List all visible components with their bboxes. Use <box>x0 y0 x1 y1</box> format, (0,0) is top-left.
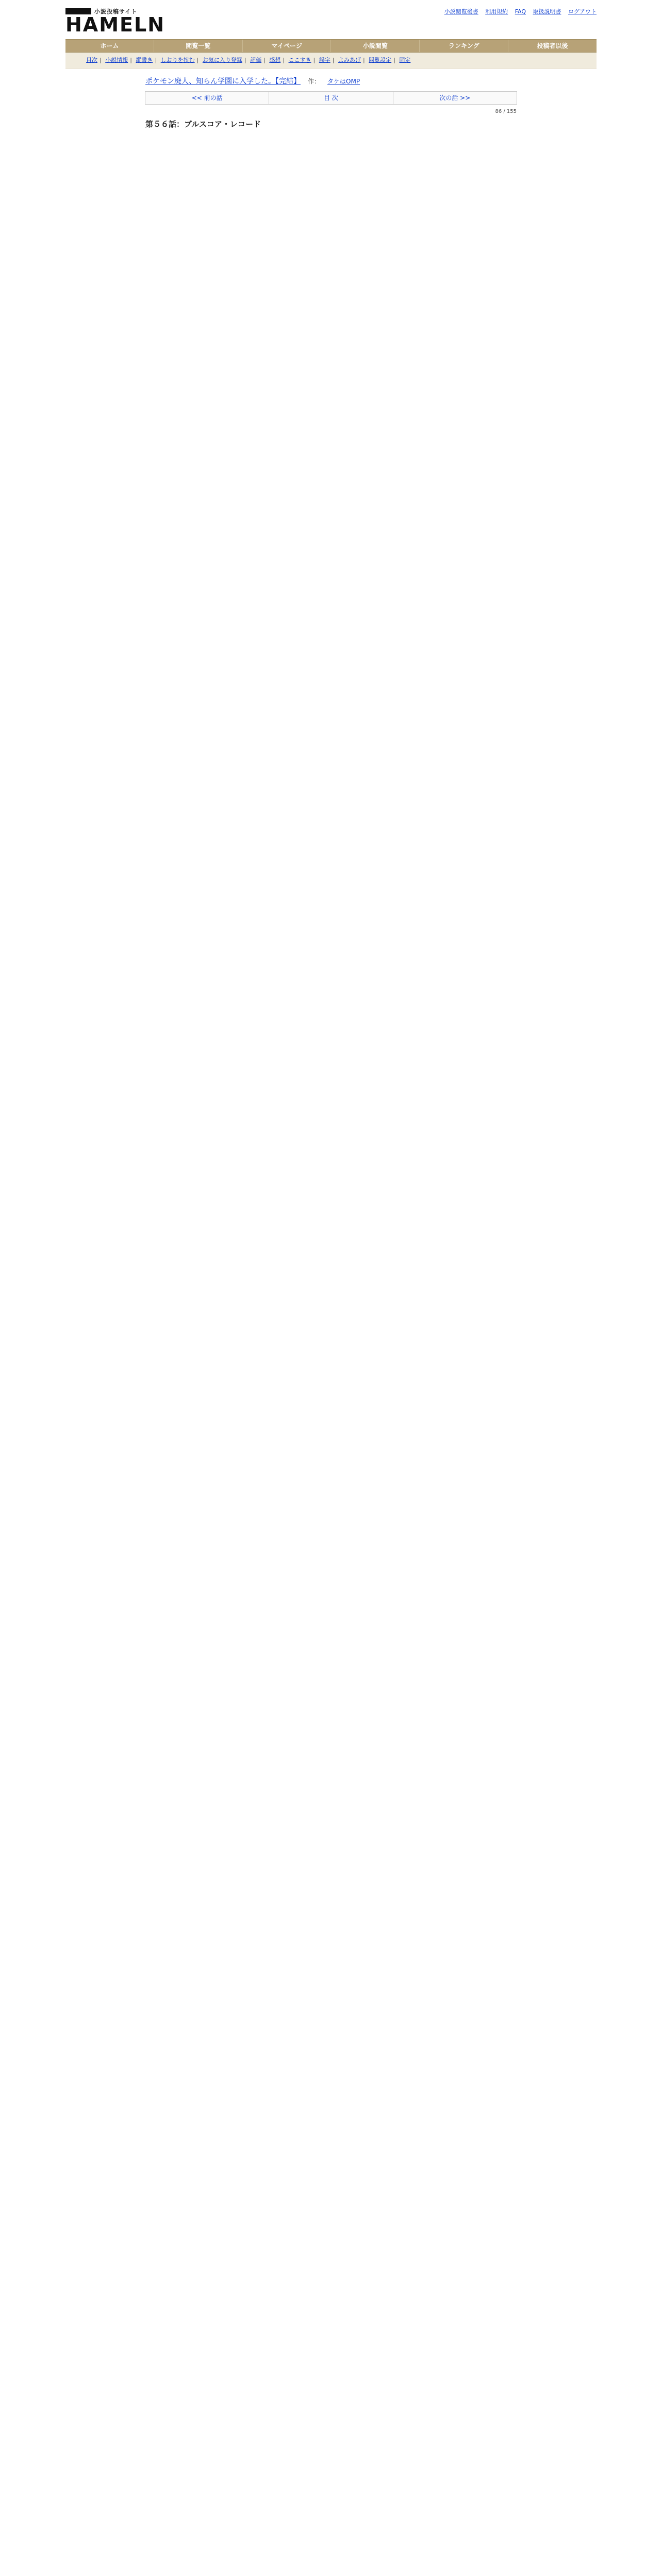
gnav-mypage[interactable]: マイページ <box>243 40 332 52</box>
gnav-list[interactable]: 閲覧一覧 <box>154 40 243 52</box>
top-link-faq[interactable]: FAQ <box>515 8 526 15</box>
subnav-bookmark[interactable]: しおりを挟む <box>160 57 195 63</box>
subnav-favorite[interactable]: お気に入り登録 <box>202 57 242 63</box>
top-link-manual[interactable]: 取扱説明書 <box>533 8 561 15</box>
title-row <box>145 76 517 86</box>
gnav-novels[interactable]: 小説閲覧 <box>331 40 420 52</box>
top-link-logout[interactable]: ログアウト <box>568 8 597 15</box>
logo-wordmark: HAMELN <box>65 13 166 36</box>
global-nav <box>65 39 597 53</box>
prev-chapter-button[interactable]: << 前の話 <box>145 92 269 104</box>
novel-title[interactable]: ポケモン廃人、知らん学園に入学した。【完結】 <box>145 77 301 86</box>
top-link-history[interactable]: 小説閲覧後書 <box>444 8 478 15</box>
subnav-info[interactable]: 小説情報 <box>105 57 128 63</box>
gnav-home[interactable]: ホーム <box>65 40 154 52</box>
author-link[interactable]: タケはOMP <box>327 77 360 85</box>
page-count: 86 / 155 <box>495 109 517 114</box>
subnav-review[interactable]: 感想 <box>269 57 281 63</box>
top-links <box>439 7 597 15</box>
subnav-rate[interactable]: 評価 <box>250 57 262 63</box>
gnav-ranking[interactable]: ランキング <box>420 40 508 52</box>
chapter-title: 第５６話：ブルスコア・レコード <box>145 120 261 129</box>
subnav-vertical[interactable]: 縦書き <box>136 57 153 63</box>
subnav-toc[interactable]: 目次 <box>86 57 97 63</box>
subnav-read-aloud[interactable]: よみあげ <box>338 57 361 63</box>
toc-button[interactable]: 目 次 <box>269 92 393 104</box>
author-label: 作： <box>308 77 321 85</box>
site-header <box>65 0 597 39</box>
subnav-pin[interactable]: 固定 <box>399 57 411 63</box>
chapter-nav <box>145 91 517 105</box>
site-logo[interactable] <box>65 3 166 36</box>
logo-subtitle: 小説投稿サイト <box>94 8 138 15</box>
subnav-settings[interactable]: 閲覧設定 <box>369 57 392 63</box>
subnav-like[interactable]: ここすき <box>288 57 311 63</box>
page-wrapper <box>65 0 597 129</box>
gnav-authors[interactable]: 投稿者以後 <box>537 42 568 49</box>
top-link-terms[interactable]: 利用規約 <box>485 8 508 15</box>
sub-nav: 目次 | 小説情報 | 縦書き | しおりを挟む | お気に入り登録 | 評価 | 感想 | ここすき | 誤字 | よみあげ | 閲覧設定 | 固定 <box>65 53 597 69</box>
subnav-typo[interactable]: 誤字 <box>319 57 330 63</box>
next-chapter-button[interactable]: 次の話 >> <box>393 92 517 104</box>
story-body <box>145 118 517 129</box>
